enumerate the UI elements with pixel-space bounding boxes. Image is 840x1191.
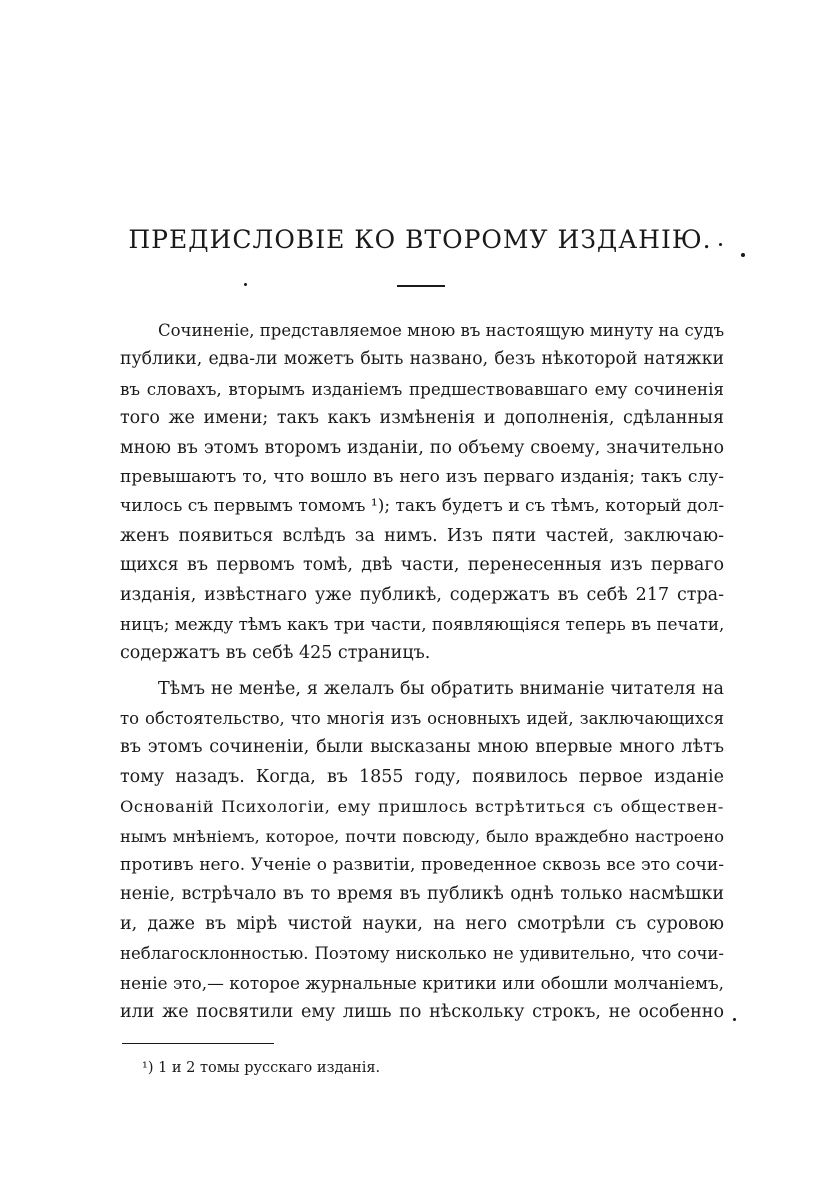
text-line: нымъ мнѣніемъ, которое, почти повсюду, было враждебно настроено [120,826,724,846]
text-line: чилось съ первымъ томомъ ¹); такъ будетъ и съ тѣмъ, который дол- [120,496,725,517]
text-line: превышаютъ то, что вошло въ него изъ перваго изданія; такъ слу- [120,466,724,487]
title-divider [397,285,445,287]
text-line: изданія, извѣстнаго уже публикѣ, содержатъ въ себѣ 217 стра- [120,584,724,605]
text-line: публики, едва-ли можетъ быть названо, безъ нѣкоторой натяжки [120,349,724,370]
text-line: содержатъ въ себѣ 425 страницъ. [120,643,431,664]
text-line: неблагосклонностью. Поэтому нисколько не удивительно, что сочи- [120,944,724,964]
body-text [120,316,724,1027]
text-line: и, даже въ мірѣ чистой науки, на него смотрѣли съ суровою [120,913,724,934]
text-line: женъ появиться вслѣдъ за нимъ. Изъ пяти частей, заключаю- [120,525,724,546]
text-line: въ этомъ сочиненіи, были высказаны мною впервые много лѣтъ [120,737,724,758]
text-line: тому назадъ. Когда, въ 1855 году, появилось первое изданіе [120,766,724,787]
text-line: Основаній Психологіи, ему пришлось встрѣтиться съ обществен- [120,797,724,817]
page-title: ПРЕДИСЛОВІЕ КО ВТОРОМУ ИЗДАНІЮ. [128,225,712,254]
ink-speck [733,1018,736,1021]
footnote: ¹) 1 и 2 томы русскаго изданія. [142,1060,381,1076]
ink-speck [719,243,722,246]
text-line: Сочиненіе, представляемое мною въ настоящую минуту на судъ [158,321,725,340]
text-line: щихся въ первомъ томѣ, двѣ части, перенесенныя изъ перваго [120,555,724,576]
footnote-divider [122,1043,274,1044]
text-line: то обстоятельство, что многія изъ основныхъ идей, заключающихся [120,709,724,729]
text-line: или же посвятили ему лишь по нѣскольку строкъ, не особенно [120,1001,724,1022]
paragraph-2 [120,675,724,1028]
ink-speck [741,253,745,257]
ink-speck [244,283,247,286]
paragraph-1 [120,316,724,669]
text-line: Тѣмъ не менѣе, я желалъ бы обратить вниманіе читателя на [158,678,724,699]
text-line: неніе, встрѣчало въ то время въ публикѣ однѣ только насмѣшки [120,884,724,905]
text-line: неніе это,— которое журнальные критики или обошли молчаніемъ, [120,972,724,993]
text-line: въ словахъ, вторымъ изданіемъ предшествовавшаго ему сочиненія [120,378,724,399]
text-line: мною въ этомъ второмъ изданіи, по объему своему, значительно [120,437,724,458]
text-line: противъ него. Ученіе о развитіи, проведенное сквозь все это сочи- [120,855,724,876]
text-line: ницъ; между тѣмъ какъ три части, появляющіяся теперь въ печати, [120,613,725,634]
text-line: того же имени; такъ какъ измѣненія и дополненія, сдѣланныя [120,408,724,429]
